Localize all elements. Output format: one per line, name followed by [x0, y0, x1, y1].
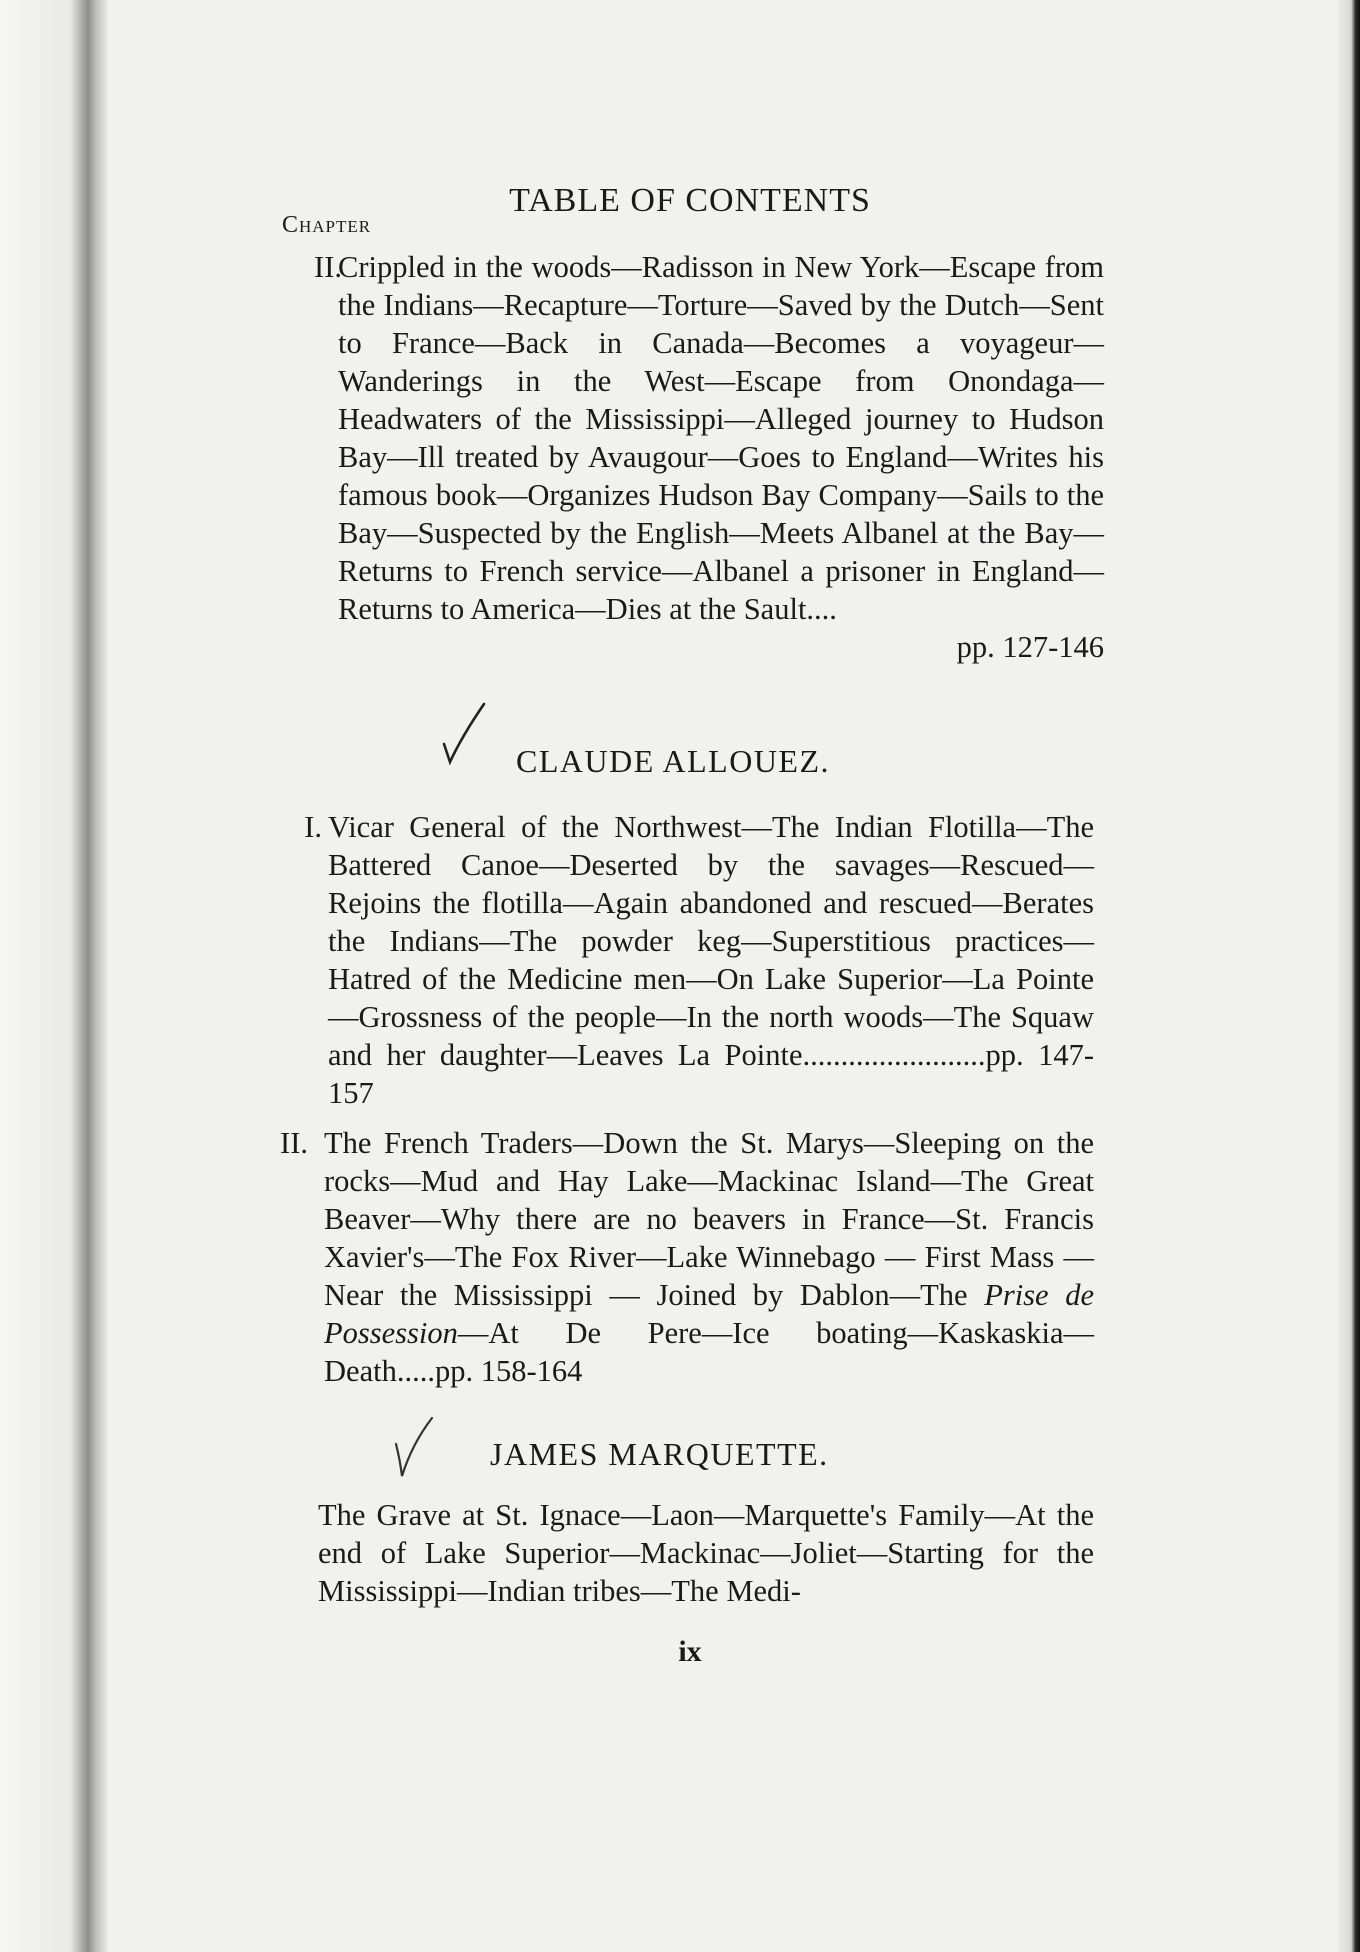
entry-text: Crippled in the woods—Radisson in New York—Escape from the Indians—Recapture—Torture—Saved by the Dutch—Sent to France—Back in Canada—Becomes a voyageur—Wanderings in the West—Escape from Onondaga—Headwaters of the Mississippi—Alleged journey to Hudson Bay—Ill treated by Avaugour—Goes to England—Writes his famous book—Organizes Hudson Bay Company—Sails to the Bay—Suspected by the English—Meets Albanel at the Bay—Returns to French service—Albanel a prisoner in England—Returns to America—Dies at the Sault....	[338, 250, 1104, 626]
entry-number: I.	[304, 810, 322, 844]
entry-pages: pp. 158-164	[434, 1354, 583, 1388]
entry-text-continued: —At De Pere—Ice boating—Kaskaskia—Death.....	[324, 1316, 1094, 1388]
handwritten-checkmark-icon	[440, 700, 490, 770]
toc-entry	[304, 808, 1094, 1112]
section-heading: CLAUDE ALLOUEZ.	[516, 743, 831, 779]
handwritten-checkmark-icon	[392, 1414, 440, 1482]
entry-pages: pp. 127-146	[956, 630, 1104, 664]
entry-italic-text: Prise de Possession	[324, 1278, 1094, 1350]
entry-text: Vicar General of the Northwest—The Indian Flotilla—The Battered Canoe—Deserted by the savages—Rescued—Rejoins the flotilla—Again abandoned and rescued—Berates the Indians—The powder keg—Superstitious practices—Hatred of the Medicine men—On Lake Superior—La Pointe—Grossness of the people—In the north woods—The Squaw and her daughter—Leaves La Pointe........................	[328, 810, 1094, 1072]
entry-text: The French Traders—Down the St. Marys—Sleeping on the rocks—Mud and Hay Lake—Mackinac Island—The Great Beaver—Why there are no beavers in France—St. Francis Xavier's—The Fox River—Lake Winnebago — First Mass — Near the Mississippi — Joined by Dablon—The	[324, 1126, 1094, 1312]
page-title: TABLE OF CONTENTS	[509, 182, 871, 219]
chapter-column-label: Chapter	[282, 212, 372, 238]
page-number: ix	[678, 1635, 702, 1668]
toc-entry	[318, 1496, 1094, 1610]
entry-text: The Grave at St. Ignace—Laon—Marquette's Family—At the end of Lake Superior—Mackinac—Joliet—Starting for the Mississippi—Indian tribes—The Medi-	[318, 1498, 1094, 1608]
toc-entry	[314, 248, 1104, 666]
section-heading: JAMES MARQUETTE.	[490, 1436, 829, 1472]
entry-number: II.	[280, 1126, 308, 1160]
toc-entry	[280, 1124, 1094, 1390]
entry-pages: pp. 147-157	[328, 1038, 1094, 1110]
entry-number: II.	[314, 250, 342, 284]
